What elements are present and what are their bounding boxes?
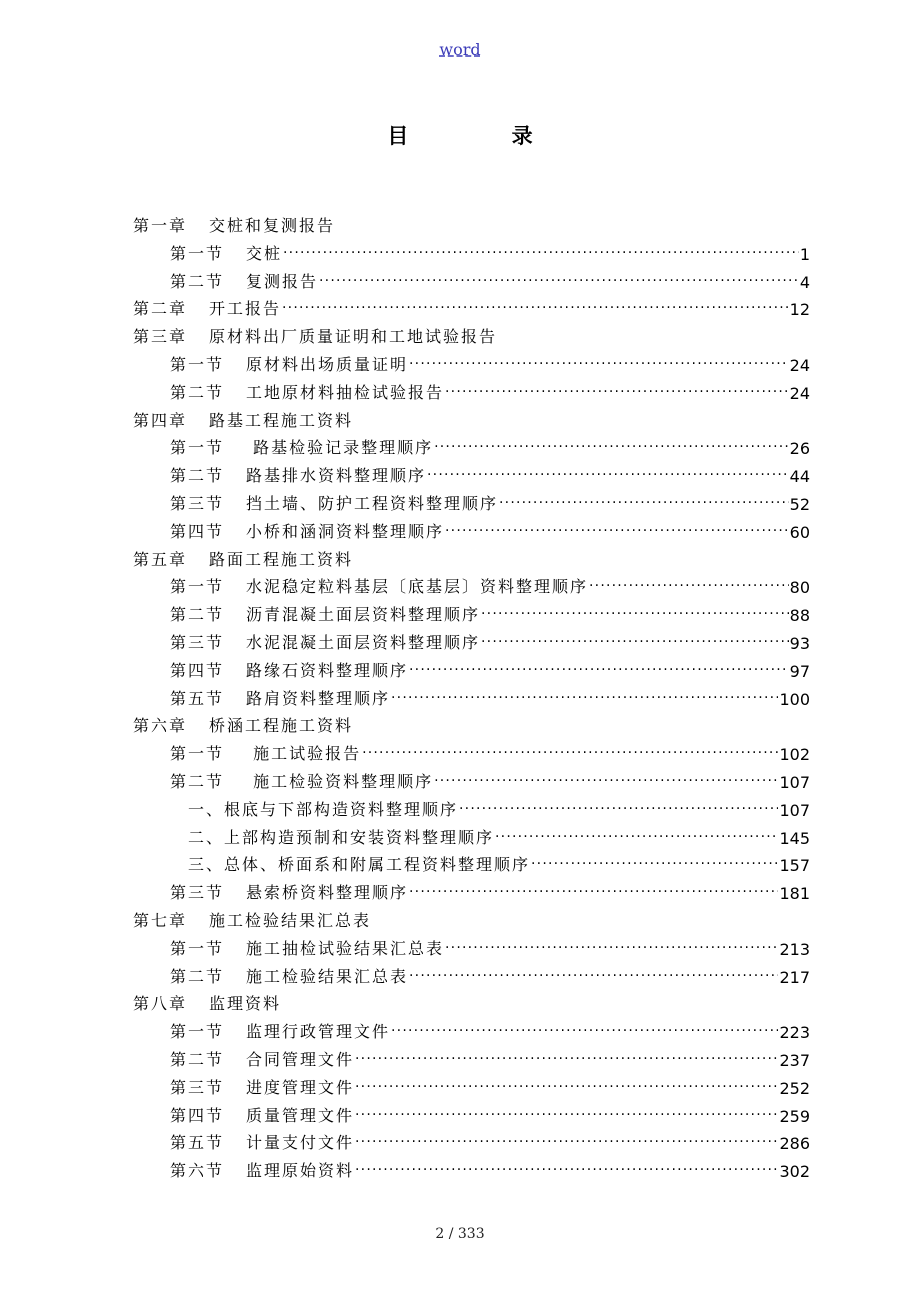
toc-section-row[interactable] [170, 264, 810, 292]
toc-dot-leader [391, 1023, 778, 1039]
toc-dot-leader [282, 300, 789, 316]
toc-entry-title: 悬索桥资料整理顺序 [246, 883, 409, 903]
toc-entry-label: 第七章 [133, 911, 188, 930]
toc-section-row[interactable] [170, 375, 810, 403]
page-number-footer: 2 / 333 [435, 1226, 485, 1242]
toc-subsection-row[interactable] [188, 792, 810, 820]
toc-dot-leader [531, 856, 778, 872]
toc-page-number: 24 [789, 356, 810, 375]
toc-page-number: 213 [779, 939, 810, 959]
toc-entry-title: 三、总体、桥面系和附属工程资料整理顺序 [188, 855, 531, 875]
toc-section-row[interactable] [170, 764, 810, 792]
toc-entry-label: 第二节 [170, 772, 225, 791]
toc-entry-label: 第二节 [170, 605, 225, 625]
toc-section-row[interactable] [170, 1153, 810, 1181]
toc-page-number: 302 [779, 1162, 810, 1182]
toc-entry-label: 第二节 [170, 382, 225, 402]
toc-entry-title: 监理行政管理文件 [246, 1022, 391, 1042]
toc-entry-label: 第一节 [170, 577, 225, 597]
toc-entry-title: 施工检验资料整理顺序 [246, 772, 434, 791]
toc-dot-leader [355, 1162, 778, 1178]
toc-page-number: 107 [779, 773, 810, 792]
toc-entry-label: 第五节 [170, 688, 225, 708]
toc-chapter-row[interactable] [133, 319, 497, 347]
toc-page-number: 1 [799, 244, 810, 264]
toc-dot-leader [434, 773, 778, 789]
toc-entry-label: 第三节 [170, 633, 225, 652]
toc-page-number: 252 [779, 1078, 810, 1098]
toc-page-number: 44 [789, 467, 810, 487]
toc-dot-leader [499, 495, 789, 511]
toc-chapter-row[interactable] [133, 542, 353, 570]
toc-section-row[interactable] [170, 1042, 810, 1070]
toc-entry-title: 路缘石资料整理顺序 [246, 660, 409, 680]
toc-entry-title: 路基检验记录整理顺序 [246, 438, 434, 458]
toc-page-number: 217 [779, 967, 810, 987]
toc-page-number: 223 [779, 1023, 810, 1043]
toc-entry-title: 一、根底与下部构造资料整理顺序 [188, 799, 459, 819]
toc-section-row[interactable] [170, 736, 810, 764]
toc-dot-leader [495, 829, 778, 845]
toc-dot-leader [445, 523, 789, 539]
toc-page-number: 237 [779, 1051, 810, 1070]
word-link-text[interactable]: word [439, 40, 481, 59]
toc-entry-label: 第一节 [170, 938, 225, 958]
toc-entry-label: 第一节 [170, 243, 225, 263]
toc-entry-label: 第五章 [133, 549, 188, 569]
toc-entry-title: 施工检验结果汇总表 [209, 911, 372, 930]
toc-page-number: 157 [779, 856, 810, 876]
toc-section-row[interactable] [170, 653, 810, 681]
toc-page-number: 97 [789, 661, 810, 681]
toc-entry-title: 路基排水资料整理顺序 [246, 466, 427, 486]
toc-page-number: 26 [789, 439, 810, 459]
toc-entry-title: 质量管理文件 [246, 1105, 355, 1125]
toc-dot-leader [355, 1107, 778, 1123]
toc-chapter-row[interactable] [133, 986, 281, 1014]
header-word-link[interactable] [0, 40, 920, 59]
toc-entry-label: 第四节 [170, 521, 225, 541]
toc-section-row[interactable] [170, 236, 810, 264]
toc-entry-label: 第二节 [170, 966, 225, 986]
page-title: 目 录 [387, 124, 581, 148]
toc-page-number: 24 [789, 383, 810, 403]
toc-dot-leader [355, 1051, 778, 1067]
toc-entry-title: 施工检验结果汇总表 [246, 966, 409, 986]
toc-dot-leader [283, 245, 799, 261]
toc-page-number: 181 [779, 884, 810, 904]
toc-page-number: 286 [779, 1134, 810, 1154]
toc-entry-label: 第一节 [170, 355, 225, 374]
toc-page-number: 52 [789, 495, 810, 514]
toc-section-row[interactable] [170, 347, 810, 375]
toc-page-number: 60 [789, 522, 810, 542]
toc-section-row[interactable] [170, 625, 810, 653]
toc-entry-title: 沥青混凝土面层资料整理顺序 [246, 605, 481, 625]
toc-dot-leader [391, 690, 778, 706]
toc-entry-title: 工地原材料抽检试验报告 [246, 382, 445, 402]
toc-section-row[interactable] [170, 597, 810, 625]
toc-page-number: 93 [789, 634, 810, 653]
toc-dot-leader [409, 884, 778, 900]
toc-entry-label: 第五节 [170, 1133, 225, 1153]
toc-section-row[interactable] [170, 458, 810, 486]
toc-dot-leader [445, 940, 778, 956]
toc-entry-title: 桥涵工程施工资料 [209, 716, 354, 736]
toc-section-row[interactable] [170, 1014, 810, 1042]
toc-entry-label: 第六章 [133, 716, 188, 736]
toc-entry-title: 路基工程施工资料 [209, 410, 354, 430]
toc-dot-leader [409, 356, 789, 372]
toc-entry-title: 小桥和涵洞资料整理顺序 [246, 521, 445, 541]
toc-chapter-row[interactable] [133, 708, 353, 736]
toc-dot-leader [445, 384, 789, 400]
toc-subsection-row[interactable] [188, 820, 810, 848]
toc-entry-title: 监理原始资料 [246, 1161, 355, 1181]
toc-entry-label: 第一节 [170, 744, 225, 764]
toc-entry-label: 第二章 [133, 299, 188, 319]
toc-section-row[interactable] [170, 875, 810, 903]
toc-page-number: 80 [789, 578, 810, 598]
toc-dot-leader [355, 1134, 778, 1150]
toc-page-number: 100 [779, 689, 810, 709]
toc-entry-title: 路面工程施工资料 [209, 549, 354, 569]
toc-entry-title: 路肩资料整理顺序 [246, 688, 391, 708]
toc-dot-leader [589, 578, 789, 594]
toc-entry-label: 第一节 [170, 438, 225, 458]
toc-entry-label: 第四节 [170, 1105, 225, 1125]
toc-entry-title: 施工试验报告 [246, 744, 362, 764]
toc-entry-label: 第二节 [170, 271, 225, 291]
toc-section-row[interactable] [170, 1125, 810, 1153]
toc-chapter-row[interactable] [133, 903, 371, 931]
toc-page-number: 12 [789, 300, 810, 320]
toc-section-row[interactable] [170, 569, 810, 597]
toc-entry-label: 第四章 [133, 410, 188, 430]
toc-section-row[interactable] [170, 681, 810, 709]
toc-entry-label: 第三章 [133, 327, 188, 347]
toc-entry-title: 交桩和复测报告 [209, 216, 336, 235]
toc-entry-title: 水泥混凝土面层资料整理顺序 [246, 633, 481, 652]
toc-entry-title: 监理资料 [209, 994, 282, 1014]
toc-entry-title: 开工报告 [209, 299, 282, 319]
toc-section-row[interactable] [170, 959, 810, 987]
toc-section-row[interactable] [170, 1098, 810, 1126]
toc-chapter-row[interactable] [133, 291, 810, 319]
toc-page-number: 259 [779, 1106, 810, 1126]
toc-entry-title: 交桩 [246, 243, 283, 263]
toc-dot-leader [427, 467, 789, 483]
toc-page-number: 88 [789, 606, 810, 626]
toc-entry-title: 进度管理文件 [246, 1077, 355, 1097]
toc-entry-title: 复测报告 [246, 271, 319, 291]
toc-section-row[interactable] [170, 514, 810, 542]
toc-chapter-row[interactable] [133, 208, 335, 236]
toc-page-number: 107 [779, 800, 810, 820]
toc-dot-leader [319, 273, 799, 289]
toc-entry-label: 第三节 [170, 883, 225, 903]
toc-dot-leader [355, 1079, 778, 1095]
toc-dot-leader [459, 801, 778, 817]
toc-entry-label: 第六节 [170, 1161, 225, 1181]
toc-chapter-row[interactable] [133, 403, 353, 431]
toc-dot-leader [409, 968, 778, 984]
toc-dot-leader [481, 606, 789, 622]
toc-section-row[interactable] [170, 931, 810, 959]
toc-dot-leader [409, 662, 789, 678]
toc-entry-title: 挡土墙、防护工程资料整理顺序 [246, 494, 499, 513]
toc-entry-label: 第四节 [170, 660, 225, 680]
toc-entry-label: 第三节 [170, 494, 225, 513]
toc-entry-label: 第二节 [170, 466, 225, 486]
toc-page-number: 145 [779, 828, 810, 848]
toc-dot-leader [481, 634, 789, 650]
toc-entry-title: 原材料出场质量证明 [246, 355, 409, 374]
toc-entry-title: 合同管理文件 [246, 1050, 355, 1069]
toc-entry-title: 水泥稳定粒料基层〔底基层〕资料整理顺序 [246, 577, 589, 597]
toc-entry-label: 第一节 [170, 1022, 225, 1042]
toc-page-number: 102 [779, 745, 810, 765]
toc-section-row[interactable] [170, 430, 810, 458]
toc-entry-title: 计量支付文件 [246, 1133, 355, 1153]
toc-entry-title: 原材料出厂质量证明和工地试验报告 [209, 327, 498, 347]
toc-section-row[interactable] [170, 486, 810, 514]
toc-section-row[interactable] [170, 1070, 810, 1098]
toc-entry-label: 第一章 [133, 216, 188, 235]
toc-entry-title: 施工抽检试验结果汇总表 [246, 938, 445, 958]
toc-entry-label: 第八章 [133, 994, 188, 1014]
toc-dot-leader [362, 745, 778, 761]
toc-dot-leader [434, 439, 789, 455]
toc-page-number: 4 [799, 272, 810, 292]
toc-entry-title: 二、上部构造预制和安装资料整理顺序 [188, 827, 495, 847]
toc-entry-label: 第二节 [170, 1050, 225, 1069]
toc-entry-label: 第三节 [170, 1077, 225, 1097]
toc-subsection-row[interactable] [188, 847, 810, 875]
